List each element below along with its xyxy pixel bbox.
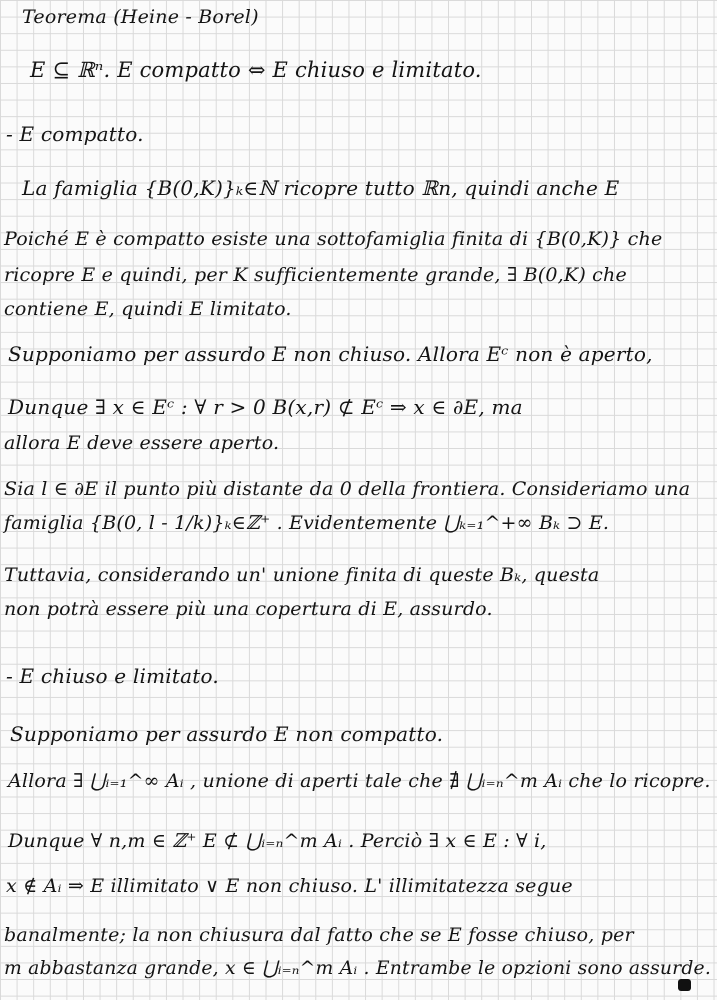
- note-line: m abbastanza grande, x ∈ ⋃ᵢ₌ₙ^m Aᵢ . Entrambe le opzioni sono assurde.: [4, 958, 712, 979]
- note-line: Supponiamo per assurdo E non chiuso. Allora Eᶜ non è aperto,: [8, 342, 653, 366]
- note-line: Poiché E è compatto esiste una sottofamiglia finita di {B(0,K)} che: [4, 228, 663, 250]
- theorem-statement: E ⊆ ℝⁿ. E compatto ⇔ E chiuso e limitato.: [30, 58, 482, 82]
- theorem-title: Teorema (Heine - Borel): [22, 6, 259, 28]
- note-line: contiene E, quindi E limitato.: [4, 298, 292, 320]
- note-line: famiglia {B(0, l - 1/k)}ₖ∈ℤ⁺ . Evidentemente ⋃ₖ₌₁^+∞ Bₖ ⊃ E.: [4, 512, 610, 534]
- note-line: allora E deve essere aperto.: [4, 432, 280, 454]
- note-line: La famiglia {B(0,K)}ₖ∈ℕ ricopre tutto ℝn, quindi anche E: [22, 176, 620, 200]
- note-line: ricopre E e quindi, per K sufficientemente grande, ∃ B(0,K) che: [4, 264, 627, 286]
- note-line: banalmente; la non chiusura dal fatto che se E fosse chiuso, per: [4, 924, 634, 946]
- section-compact-heading: - E compatto.: [6, 122, 144, 146]
- note-line: Sia l ∈ ∂E il punto più distante da 0 della frontiera. Consideriamo una: [4, 478, 691, 500]
- note-line: Allora ∃ ⋃ᵢ₌₁^∞ Aᵢ , unione di aperti tale che ∄ ⋃ᵢ₌ₙ^m Aᵢ che lo ricopre.: [8, 770, 711, 792]
- section-closed-bounded-heading: - E chiuso e limitato.: [6, 664, 219, 688]
- note-line: Dunque ∃ x ∈ Eᶜ : ∀ r > 0 B(x,r) ⊄ Eᶜ ⇒ x ∈ ∂E, ma: [8, 395, 523, 419]
- note-line: Dunque ∀ n,m ∈ ℤ⁺ E ⊄ ⋃ᵢ₌ₙ^m Aᵢ . Perciò ∃ x ∈ E : ∀ i,: [8, 830, 547, 852]
- note-line: non potrà essere più una copertura di E, assurdo.: [4, 598, 493, 620]
- note-line: Tuttavia, considerando un' unione finita di queste Bₖ, questa: [4, 564, 600, 586]
- note-line: x ∉ Aᵢ ⇒ E illimitato ∨ E non chiuso. L' illimitatezza segue: [6, 875, 573, 897]
- note-line: Supponiamo per assurdo E non compatto.: [10, 722, 444, 746]
- end-of-proof-mark: [678, 979, 691, 991]
